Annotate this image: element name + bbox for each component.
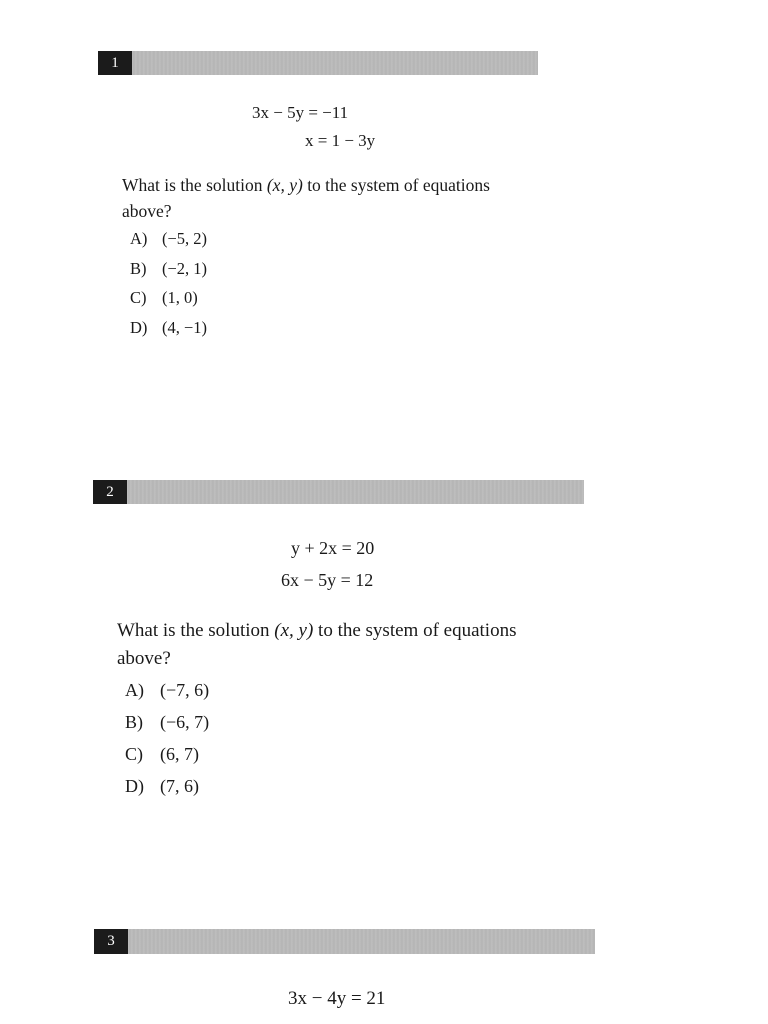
choice-letter: C) <box>125 744 143 764</box>
choice-letter: D) <box>130 317 148 337</box>
choice-letter: C) <box>130 288 147 307</box>
question-1-header <box>98 51 538 75</box>
prompt-math: (x, y) <box>274 620 314 641</box>
question-prompt <box>117 617 537 673</box>
header-bar <box>128 929 595 954</box>
choice-value: (1, 0) <box>162 288 198 307</box>
equation-2: 6x − 5y = 12 <box>281 570 374 590</box>
question-number: 1 <box>98 51 132 75</box>
choice-letter: A) <box>125 680 144 700</box>
equation-1: y + 2x = 20 <box>291 538 375 558</box>
equation-1: 3x − 4y = 21 <box>288 988 386 1009</box>
choice-value: (−6, 7) <box>160 712 210 732</box>
choice-value: (−5, 2) <box>162 229 208 248</box>
question-2-header <box>93 480 584 504</box>
choice-letter: B) <box>130 258 147 278</box>
header-bar <box>132 51 538 75</box>
prompt-text: What is the solution <box>122 175 267 195</box>
choice-a[interactable] <box>125 680 209 712</box>
equation-1: 3x − 5y = −11 <box>252 103 349 122</box>
prompt-text: to the system of equations above? <box>117 620 517 669</box>
prompt-math: (x, y) <box>266 175 303 195</box>
choice-letter: A) <box>130 229 148 248</box>
choice-c[interactable] <box>125 744 209 776</box>
choice-value: (6, 7) <box>160 744 199 764</box>
choice-value: (4, −1) <box>162 317 208 337</box>
choice-letter: D) <box>125 776 144 796</box>
question-3-header <box>94 929 595 954</box>
choice-a[interactable] <box>130 229 207 259</box>
question-number: 3 <box>94 929 128 954</box>
choice-value: (−2, 1) <box>162 258 208 278</box>
prompt-text: What is the solution <box>117 620 275 641</box>
choice-value: (7, 6) <box>160 776 199 796</box>
header-bar <box>127 480 584 504</box>
answer-choices <box>125 680 209 808</box>
choice-d[interactable] <box>130 318 207 348</box>
answer-choices <box>130 229 207 347</box>
choice-d[interactable] <box>125 776 209 808</box>
choice-value: (−7, 6) <box>160 680 210 700</box>
question-number: 2 <box>93 480 127 504</box>
prompt-text: to the system of equations above? <box>122 175 490 221</box>
choice-b[interactable] <box>130 259 207 289</box>
choice-letter: B) <box>125 712 143 732</box>
choice-c[interactable] <box>130 288 207 318</box>
question-prompt <box>122 172 502 224</box>
equation-2: x = 1 − 3y <box>305 131 376 150</box>
choice-b[interactable] <box>125 712 209 744</box>
